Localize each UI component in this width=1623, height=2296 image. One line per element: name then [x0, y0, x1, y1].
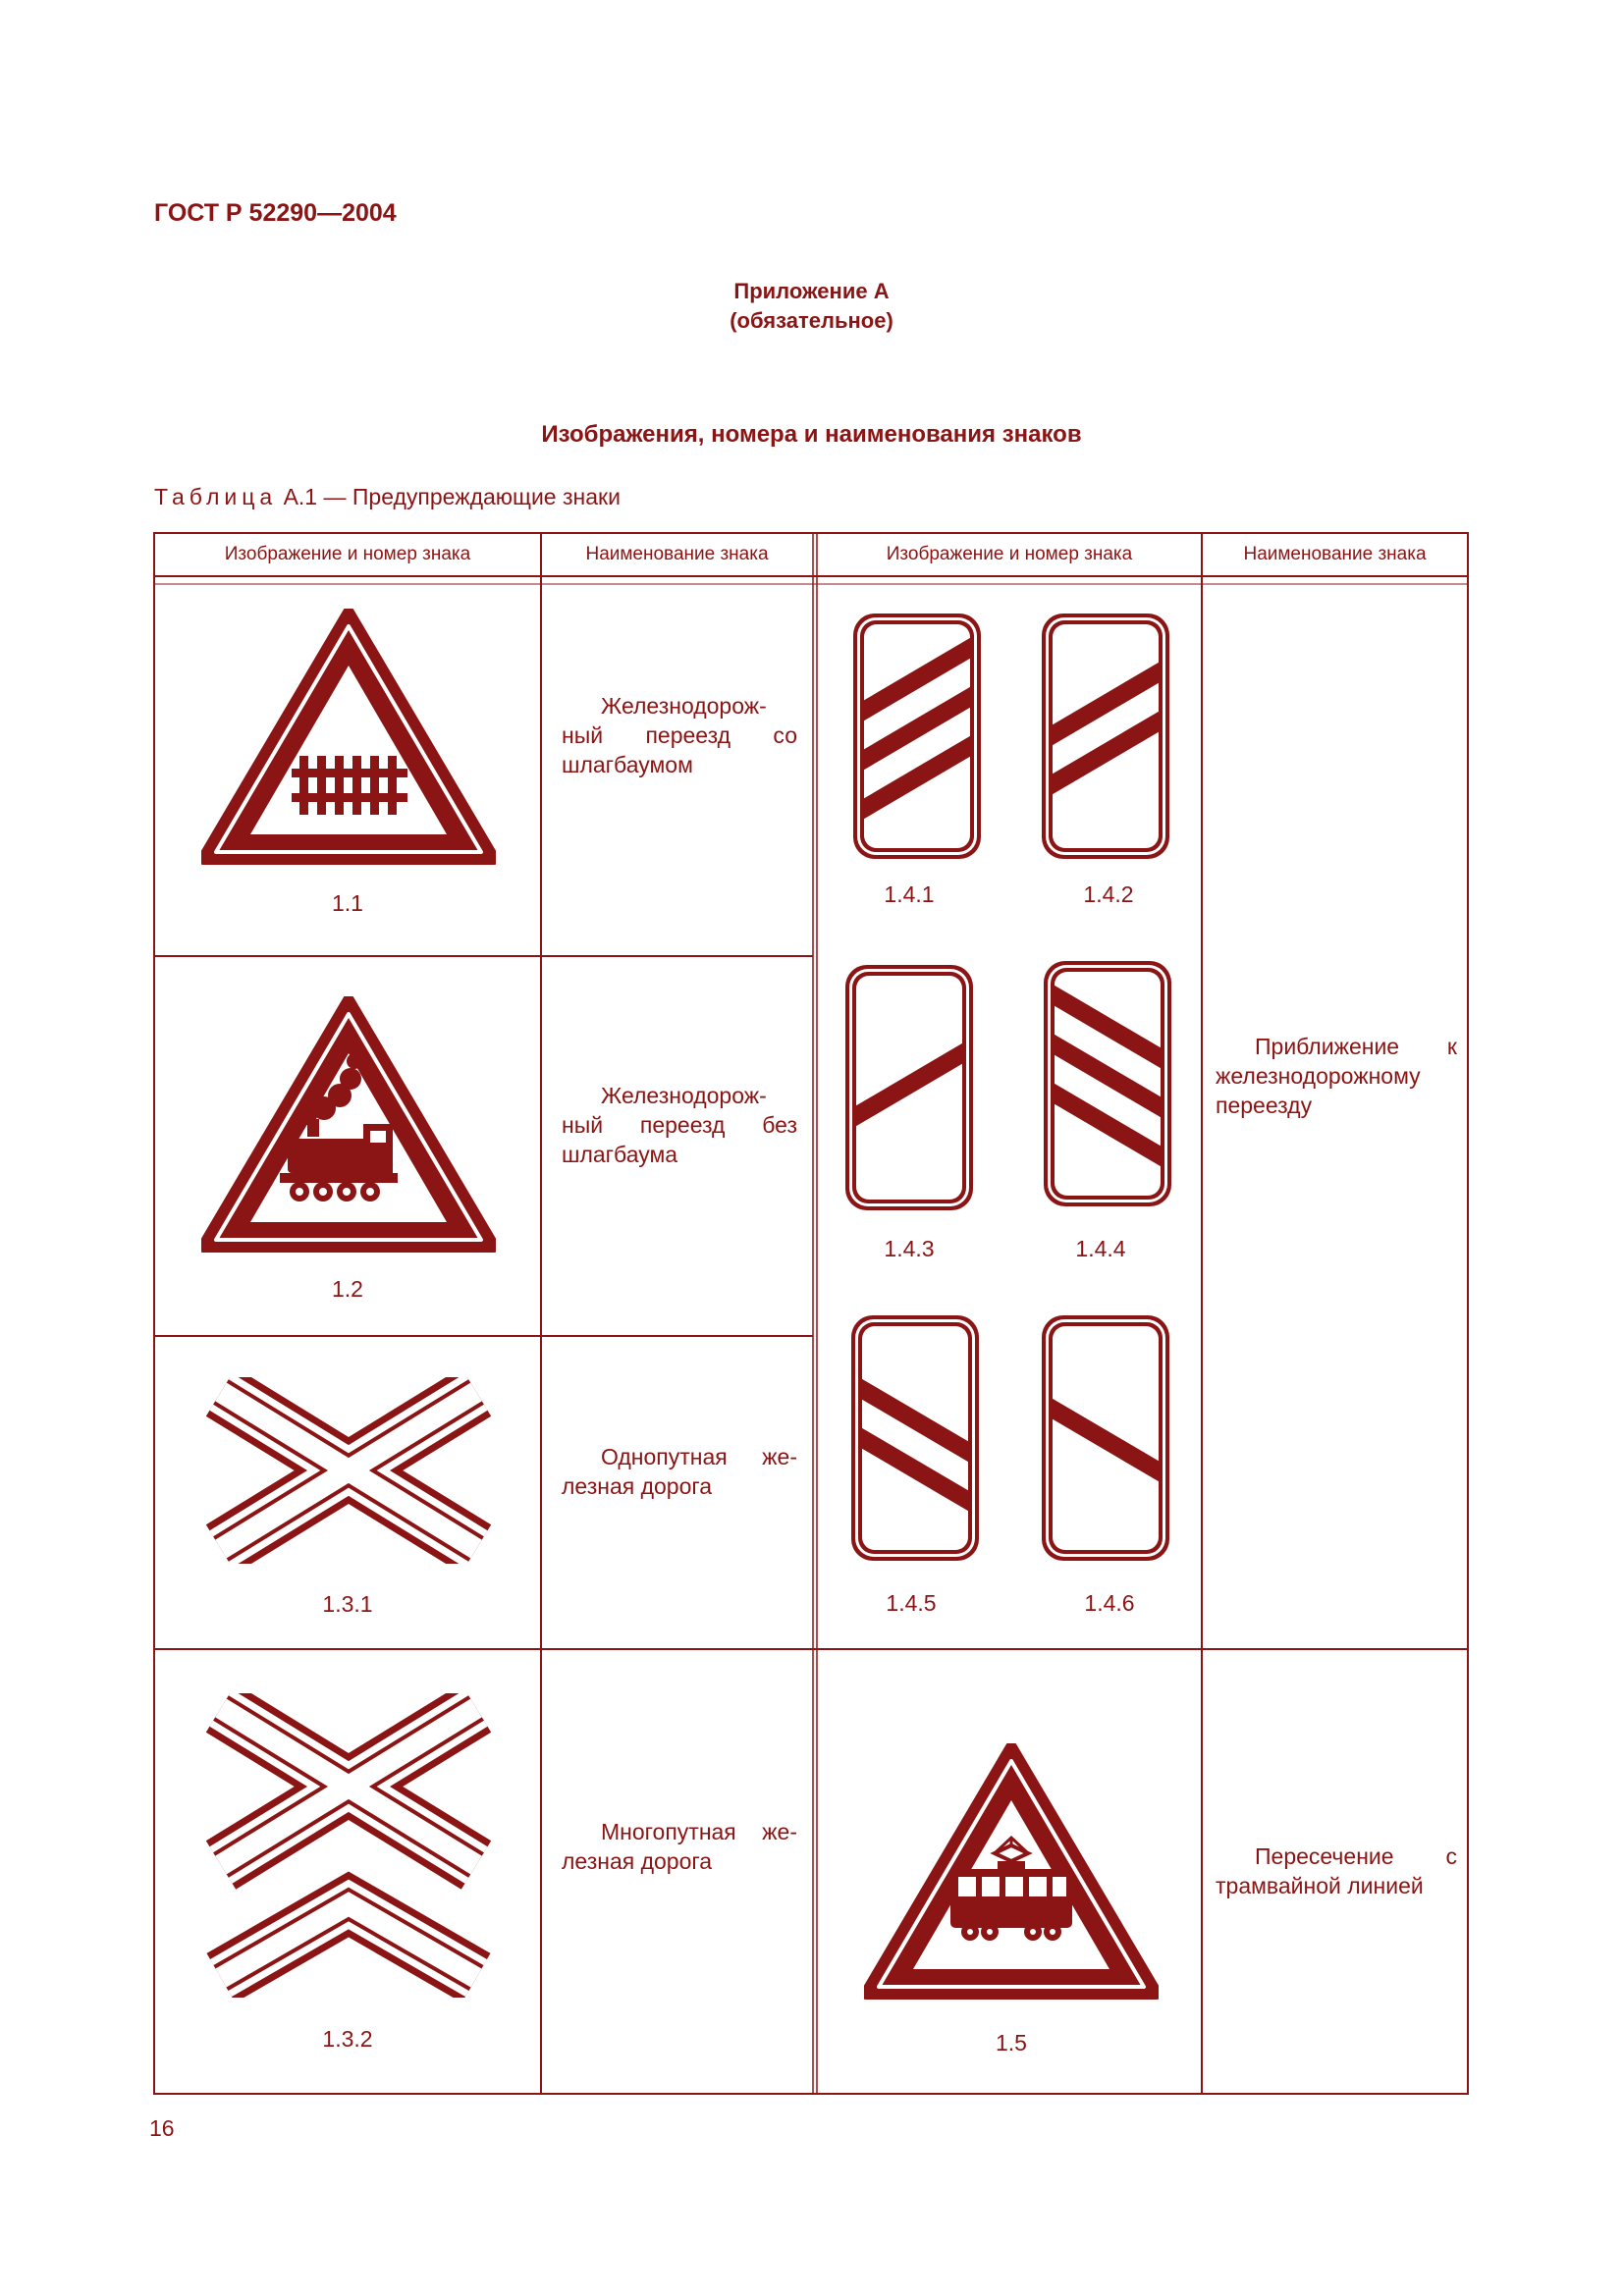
column-header-name: Наименование знака	[585, 544, 769, 564]
sign-name: Приближение к железнодорожному переезду	[1216, 1034, 1457, 1118]
sign-number: 1.2	[332, 1276, 363, 1302]
table-caption-number: А.1 — Предупреждающие знаки	[283, 484, 621, 509]
approach-sign-3-stripes-icon	[850, 611, 984, 862]
sign-number: 1.4.5	[886, 1590, 937, 1616]
approach-sign-3-stripes-reverse-icon	[1041, 958, 1174, 1209]
approach-sign-1-stripe-reverse-icon	[1039, 1312, 1172, 1564]
approach-sign-2-stripes-icon	[1039, 611, 1172, 862]
tram-crossing-sign	[864, 1743, 1159, 2003]
page-number: 16	[149, 2115, 175, 2141]
sign-name: Однопутная же-лезная дорога	[562, 1444, 797, 1499]
approach-sign-1-stripe-icon	[842, 962, 976, 1213]
table-caption-label: Таблица	[154, 484, 278, 509]
appendix-title: Приложение А	[733, 279, 890, 303]
sign-name: Железнодорож-ный переезд со шлагбаумом	[562, 693, 797, 777]
sign-name: Пересечение с трамвайной линией	[1216, 1843, 1457, 1898]
sign-number: 1.4.1	[884, 881, 935, 907]
column-header-image-number: Изображение и номер знака	[224, 544, 471, 564]
multi-track-railway-sign	[201, 1693, 496, 1998]
railway-crossing-with-barrier-sign	[201, 609, 496, 869]
sign-name: Железнодорож-ный переезд без шлагбаума	[562, 1083, 797, 1167]
sign-number: 1.3.2	[322, 2026, 373, 2052]
sign-number: 1.4.6	[1084, 1590, 1135, 1616]
approach-sign-2-stripes-reverse-icon	[848, 1312, 982, 1564]
sign-number: 1.4.4	[1075, 1236, 1126, 1261]
railway-crossing-without-barrier-sign	[201, 996, 496, 1256]
single-track-railway-sign	[201, 1377, 496, 1564]
sign-name: Многопутная же-лезная дорога	[562, 1819, 797, 1874]
standard-code: ГОСТ Р 52290—2004	[154, 199, 397, 227]
column-header-image-number: Изображение и номер знака	[886, 544, 1133, 564]
section-title: Изображения, номера и наименования знаков	[541, 421, 1082, 448]
appendix-status: (обязательное)	[730, 308, 893, 333]
sign-number: 1.4.3	[884, 1236, 935, 1261]
column-header-name: Наименование знака	[1243, 544, 1427, 564]
sign-number: 1.4.2	[1083, 881, 1134, 907]
sign-number: 1.1	[332, 890, 363, 916]
sign-number: 1.3.1	[322, 1591, 373, 1617]
sign-number: 1.5	[996, 2030, 1027, 2056]
